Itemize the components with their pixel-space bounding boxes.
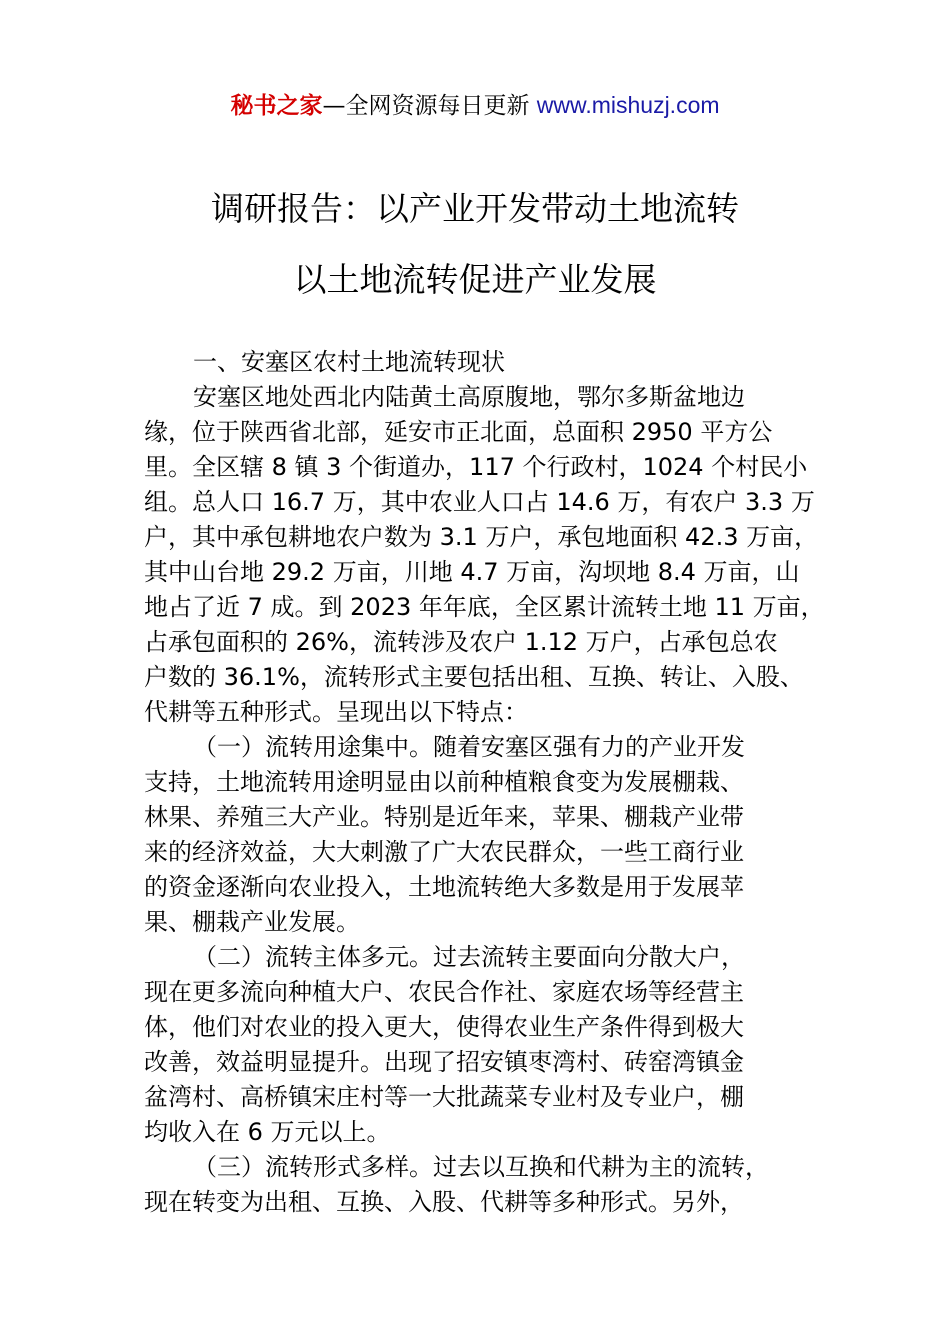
site-header bbox=[0, 88, 950, 123]
subsection-3-line: （三）流转形式多样。过去以互换和代耕为主的流转， bbox=[193, 1153, 769, 1181]
paragraph-line: 现在更多流向种植大户、农民合作社、家庭农场等经营主 bbox=[144, 978, 744, 1006]
section-heading-1: 一、安塞区农村土地流转现状 bbox=[193, 348, 505, 376]
paragraph-line: 地占了近 7 成。到 2023 年年底，全区累计流转土地 11 万亩， bbox=[144, 593, 825, 621]
site-url-link[interactable]: www.mishuzj.com bbox=[536, 92, 720, 118]
paragraph-line: 其中山台地 29.2 万亩，川地 4.7 万亩，沟坝地 8.4 万亩，山 bbox=[144, 558, 800, 586]
paragraph-line: 来的经济效益，大大刺激了广大农民群众，一些工商行业 bbox=[144, 838, 744, 866]
paragraph-line: 体，他们对农业的投入更大，使得农业生产条件得到极大 bbox=[144, 1013, 744, 1041]
paragraph-line: 改善，效益明显提升。出现了招安镇枣湾村、砖窑湾镇金 bbox=[144, 1048, 744, 1076]
paragraph-line: 林果、养殖三大产业。特别是近年来，苹果、棚栽产业带 bbox=[144, 803, 744, 831]
paragraph-line: 现在转变为出租、互换、入股、代耕等多种形式。另外， bbox=[144, 1188, 744, 1216]
paragraph-line: 均收入在 6 万元以上。 bbox=[144, 1118, 391, 1146]
paragraph-line: 盆湾村、高桥镇宋庄村等一大批蔬菜专业村及专业户，棚 bbox=[144, 1083, 744, 1111]
subsection-1-line: （一）流转用途集中。随着安塞区强有力的产业开发 bbox=[193, 733, 745, 761]
paragraph-line: 户数的 36.1%，流转形式主要包括出租、互换、转让、入股、 bbox=[144, 663, 804, 691]
paragraph-line: 代耕等五种形式。呈现出以下特点： bbox=[144, 698, 528, 726]
document-title-line-1: 调研报告：以产业开发带动土地流转 bbox=[211, 189, 739, 228]
brand-name: 秘书之家 bbox=[230, 93, 323, 119]
paragraph-line: 支持，土地流转用途明显由以前种植粮食变为发展棚栽、 bbox=[144, 768, 744, 796]
paragraph-line: 缘，位于陕西省北部，延安市正北面，总面积 2950 平方公 bbox=[144, 418, 773, 446]
header-tagline: —全网资源每日更新 bbox=[322, 93, 537, 119]
paragraph-line: 占承包面积的 26%，流转涉及农户 1.12 万户，占承包总农 bbox=[144, 628, 778, 656]
document-title-line-2: 以土地流转促进产业发展 bbox=[293, 260, 657, 299]
paragraph-line: 果、棚栽产业发展。 bbox=[144, 908, 360, 936]
paragraph-line: 安塞区地处西北内陆黄土高原腹地，鄂尔多斯盆地边 bbox=[193, 383, 745, 411]
paragraph-line: 组。总人口 16.7 万，其中农业人口占 14.6 万，有农户 3.3 万 bbox=[144, 488, 815, 516]
paragraph-line: 户，其中承包耕地农户数为 3.1 万户，承包地面积 42.3 万亩， bbox=[144, 523, 819, 551]
subsection-2-line: （二）流转主体多元。过去流转主要面向分散大户， bbox=[193, 943, 745, 971]
paragraph-line: 的资金逐渐向农业投入，土地流转绝大多数是用于发展苹 bbox=[144, 873, 744, 901]
paragraph-line: 里。全区辖 8 镇 3 个街道办，117 个行政村，1024 个村民小 bbox=[144, 453, 808, 481]
